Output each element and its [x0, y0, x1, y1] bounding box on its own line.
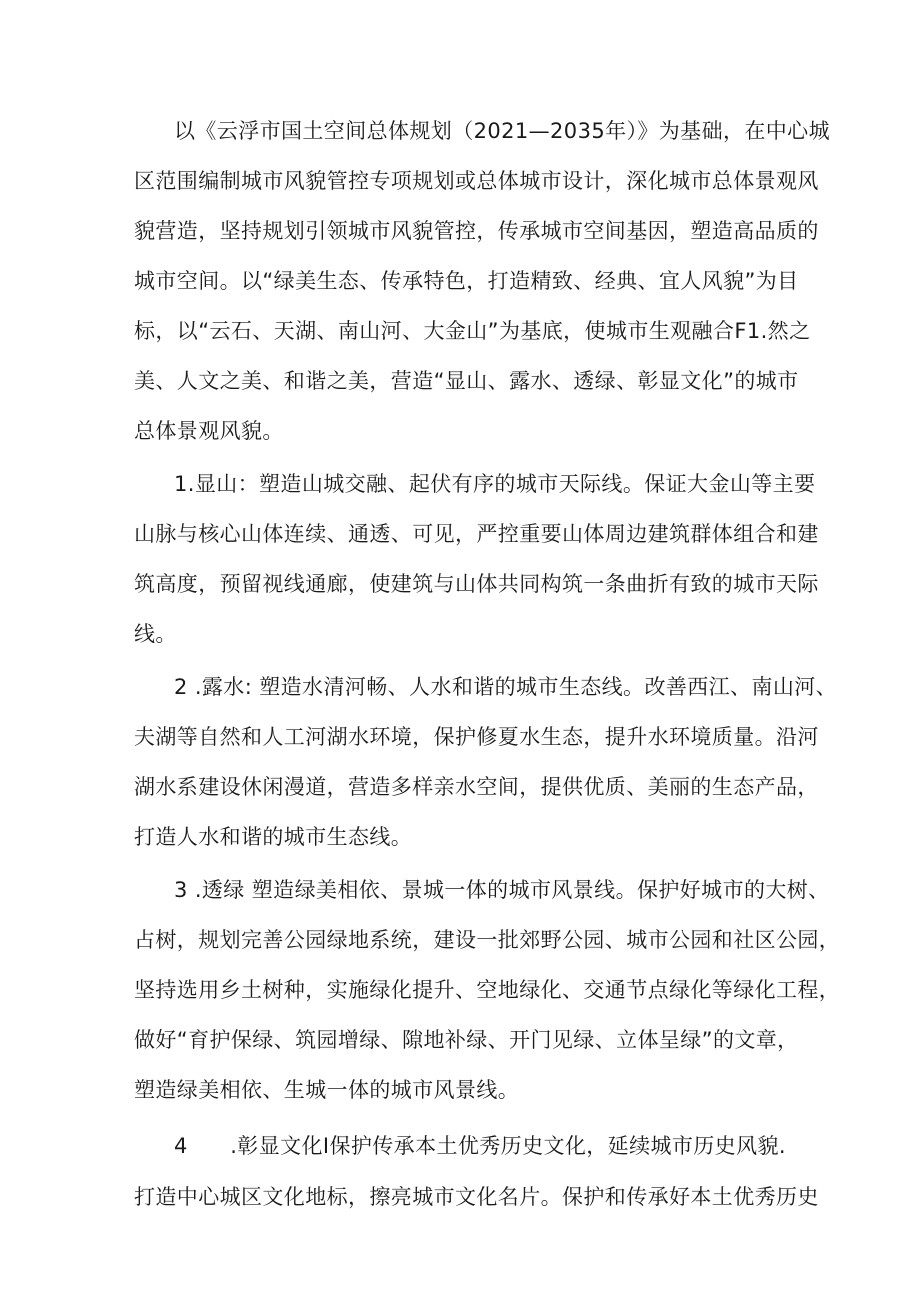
- paragraph-line: 山脉与核心山体连续、通透、可见，严控重要山体周边建筑群体组合和建: [134, 522, 819, 546]
- paragraph-line: 貌营造，坚持规划引领城市风貌管控，传承城市空间基因，塑造高品质的: [134, 219, 819, 243]
- paragraph-line: 1.显山：塑造山城交融、起伏有序的城市天际线。保证大金山等主要: [174, 472, 816, 496]
- paragraph-line: 打造中心城区文化地标，擦亮城市文化名片。保护和传承好本土优秀历史: [134, 1185, 819, 1209]
- paragraph-line: 城市空间。以“绿美生态、传承特色，打造精致、经典、宜人风貌”为目: [134, 269, 799, 293]
- paragraph-line: 线。: [134, 622, 177, 646]
- paragraph-line: 区范围编制城市风貌管控专项规划或总体城市设计，深化城市总体景观风: [134, 169, 819, 193]
- paragraph-line: 做好“育护保绿、筑园增绿、隙地补绿、开门见绿、立体呈绿”的文章，: [134, 1028, 799, 1052]
- paragraph-line: 标，以“云石、天湖、南山河、大金山”为基底，使城市生观融合F1.然之: [134, 319, 811, 343]
- paragraph-line: 以《云浮市国土空间总体规划（2021—2035年）》为基础，在中心城: [174, 119, 830, 143]
- paragraph-line: 湖水系建设休闲漫道，营造多样亲水空间，提供优质、美丽的生态产品，: [134, 775, 819, 799]
- paragraph-line: 坚持选用乡土树种，实施绿化提升、空地绿化、交通节点绿化等绿化工程，: [134, 978, 841, 1002]
- paragraph-line: 4 .彰显文化I保护传承本土优秀历史文化，延续城市历史风貌.: [174, 1134, 786, 1158]
- paragraph-line: 夫湖等自然和人工河湖水环境，保护修夏水生态，提升水环境质量。沿河: [134, 725, 819, 749]
- paragraph-line: 美、人文之美、和谐之美，营造“显山、露水、透绿、彰显文化”的城市: [134, 369, 799, 393]
- paragraph-line: 2 .露水: 塑造水清河畅、人水和谐的城市生态线。改善西江、南山河、: [174, 675, 838, 699]
- paragraph-line: 筑高度，预留视线通廊，使建筑与山体共同构筑一条曲折有致的城市天际: [134, 572, 819, 596]
- paragraph-line: 总体景观风貌。: [134, 419, 284, 443]
- paragraph-line: 3 .透绿 塑造绿美相依、景城一体的城市风景线。保护好城市的大树、: [174, 878, 830, 902]
- paragraph-line: 打造人水和谐的城市生态线。: [134, 825, 413, 849]
- paragraph-line: 占树，规划完善公园绿地系统，建设一批郊野公园、城市公园和社区公园，: [134, 928, 841, 952]
- paragraph-line: 塑造绿美相依、生城一体的城市风景线。: [134, 1078, 520, 1102]
